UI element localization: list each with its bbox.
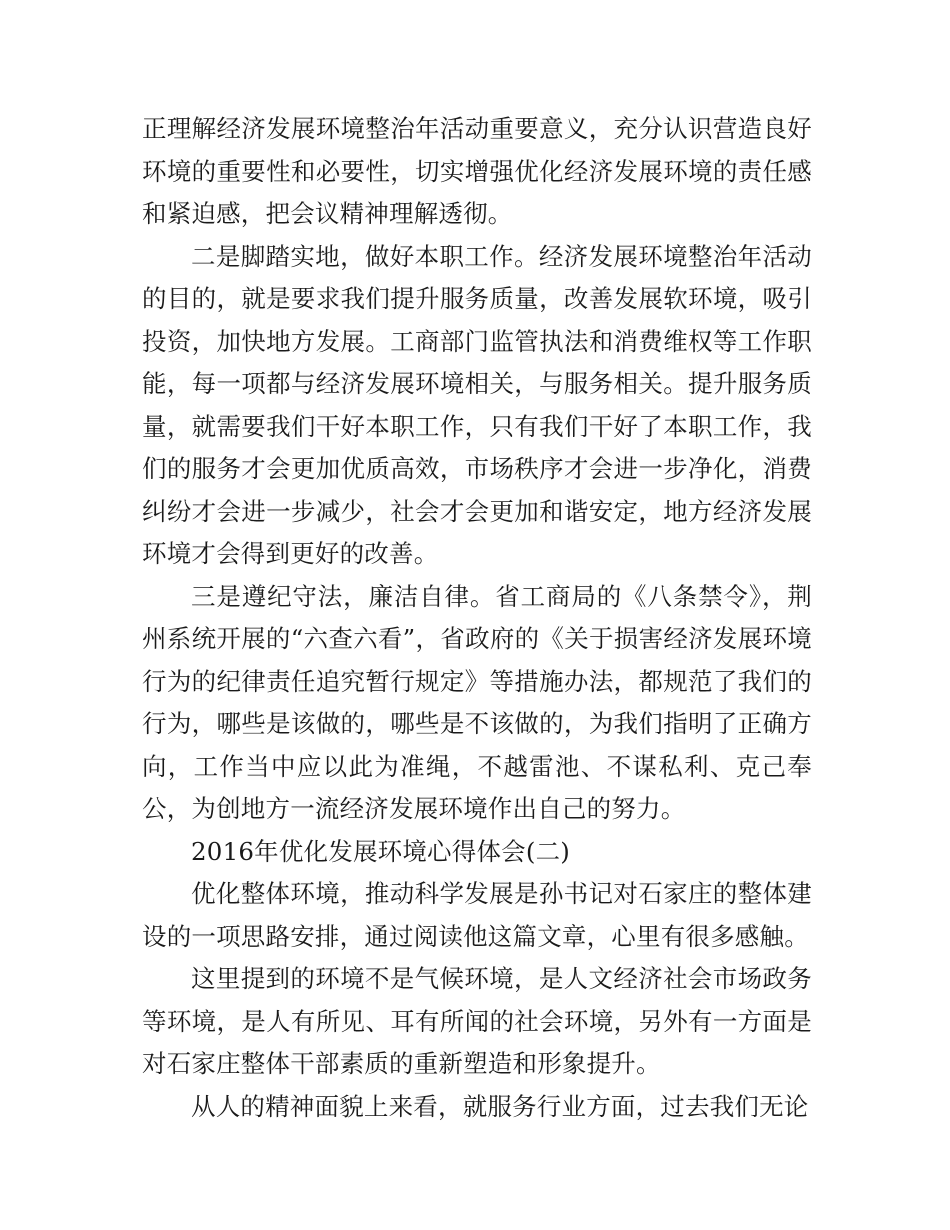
paragraph-5: 优化整体环境，推动科学发展是孙书记对石家庄的整体建设的一项思路安排，通过阅读他这篇文章，心里有很多感触。 bbox=[142, 879, 812, 951]
paragraph-3: 三是遵纪守法，廉洁自律。省工商局的《八条禁令》，荆州系统开展的“六查六看”，省政府的《关于损害经济发展环境行为的纪律责任追究暂行规定》等措施办法，都规范了我们的行为，哪些是该做的，哪些是不该做的，为我们指明了正确方向，工作当中应以此为准绳，不越雷池、不谋私利、克己奉公，为创地方一流经济发展环境作出自己的努力。 bbox=[142, 581, 812, 823]
paragraph-7: 从人的精神面貌上来看，就服务行业方面，过去我们无论 bbox=[191, 1091, 809, 1121]
section-heading: 2016年优化发展环境心得体会(二) bbox=[191, 836, 571, 866]
document-body bbox=[142, 108, 812, 1128]
paragraph-6: 这里提到的环境不是气候环境，是人文经济社会市场政务等环境，是人有所见、耳有所闻的社会环境，另外有一方面是对石家庄整体干部素质的重新塑造和形象提升。 bbox=[142, 964, 812, 1078]
paragraph-1: 正理解经济发展环境整治年活动重要意义，充分认识营造良好环境的重要性和必要性，切实增强优化经济发展环境的责任感和紧迫感，把会议精神理解透彻。 bbox=[142, 114, 812, 228]
paragraph-2: 二是脚踏实地，做好本职工作。经济发展环境整治年活动的目的，就是要求我们提升服务质量，改善发展软环境，吸引投资，加快地方发展。工商部门监管执法和消费维权等工作职能，每一项都与经济发展环境相关，与服务相关。提升服务质量，就需要我们干好本职工作，只有我们干好了本职工作，我们的服务才会更加优质高效，市场秩序才会进一步净化，消费纠纷才会进一步减少，社会才会更加和谐安定，地方经济发展环境才会得到更好的改善。 bbox=[142, 241, 812, 568]
